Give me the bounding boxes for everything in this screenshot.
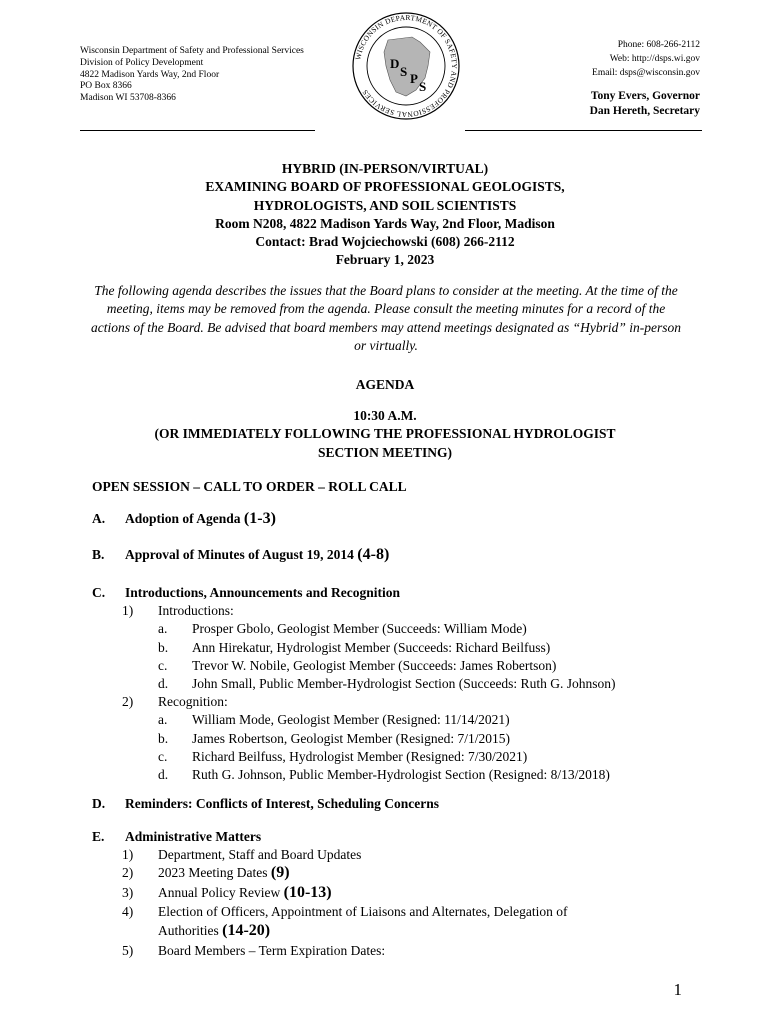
section-letter: C. [92,585,106,600]
item-number: 2) [122,694,134,710]
item-text: Board Members – Term Expiration Dates: [158,942,386,958]
item-number: 4) [122,904,134,920]
meeting-title [0,160,770,270]
seal-letter: S [419,79,427,94]
section-title: Introductions, Announcements and Recognition [125,585,401,600]
section-title: Reminders: Conflicts of Interest, Scheduling Concerns [125,796,439,811]
item-number: 2) [122,865,134,881]
department-address [80,46,304,105]
web-link[interactable]: Web: http://dsps.wi.gov [609,54,700,64]
sub-item-text: John Small, Public Member-Hydrologist Section (Succeeds: Ruth G. Johnson) [192,675,616,691]
title-line: HYDROLOGISTS, AND SOIL SCIENTISTS [253,197,517,213]
time-line: SECTION MEETING) [318,444,452,460]
sub-item-text: Prosper Gbolo, Geologist Member (Succeeds: William Mode) [192,621,527,637]
header-rule-right [465,130,702,131]
sub-item-text: Richard Beilfuss, Hydrologist Member (Resigned: 7/30/2021) [192,748,528,764]
open-session-heading: OPEN SESSION – CALL TO ORDER – ROLL CALL [92,479,407,494]
section-letter: A. [92,511,106,526]
section-letter: B. [92,547,105,562]
phone-text: Phone: 608-266-2112 [617,40,700,50]
item-number: 5) [122,942,134,958]
item-text: Annual Policy Review [158,885,281,901]
title-line: EXAMINING BOARD OF PROFESSIONAL GEOLOGISTS, [205,179,565,195]
sub-item-text: Ruth G. Johnson, Public Member-Hydrologist Section (Resigned: 8/13/2018) [192,766,610,782]
secretary-name: Dan Hereth, Secretary [589,105,700,117]
section-letter: E. [92,829,105,844]
address-line: 4822 Madison Yards Way, 2nd Floor [80,69,220,80]
address-line: Division of Policy Development [80,57,204,68]
seal-letter: D [390,56,400,71]
sub-item-letter: a. [158,712,168,728]
section-letter: D. [92,796,106,811]
address-line: Wisconsin Department of Safety and Professional Services [80,46,304,56]
sub-item-letter: c. [158,748,168,764]
header-rule-left [80,130,315,131]
page-number: 1 [673,980,682,999]
item-text: Election of Officers, Appointment of Liaisons and Alternates, Delegation of [158,904,568,920]
email-link[interactable]: Email: dsps@wisconsin.gov [592,68,700,78]
sub-item-text: James Robertson, Geologist Member (Resigned: 7/1/2015) [192,730,510,746]
item-text: Department, Staff and Board Updates [158,847,362,863]
section-title: Approval of Minutes of August 19, 2014 [125,547,354,562]
sub-item-text: Ann Hirekatur, Hydrologist Member (Succeeds: Richard Beilfuss) [192,639,551,655]
dsps-seal-logo [350,10,462,122]
item-number: 3) [122,885,134,901]
seal-letter: S [400,64,408,79]
item-text: Recognition: [158,694,228,710]
agenda-heading: AGENDA [355,377,415,392]
contact-info [592,38,700,80]
address-line: PO Box 8366 [80,81,132,92]
title-line: Room N208, 4822 Madison Yards Way, 2nd Floor, Madison [215,215,555,231]
sub-item-letter: d. [158,675,169,691]
time-line: 10:30 A.M. [353,408,417,423]
item-text: 2023 Meeting Dates [158,865,268,881]
address-line: Madison WI 53708-8366 [80,93,176,104]
item-number: 1) [122,847,134,863]
sub-item-letter: b. [158,730,169,746]
sub-item-text: Trevor W. Nobile, Geologist Member (Succeeds: James Robertson) [192,657,557,673]
meeting-time [0,407,770,462]
intro-paragraph: The following agenda describes the issues that the Board plans to consider at the meeting. At the time of the meeting, items may be removed from the agenda. Please consult the meeting minutes for a record of the actions of the Board. Be advised that board members may attend meetings designated as “Hybrid” in-person or virtually. [91,283,681,353]
officials [590,89,700,119]
sub-item-text: William Mode, Geologist Member (Resigned: 11/14/2021) [192,712,510,728]
item-text: Introductions: [158,603,234,619]
page-ref: (14-20) [222,921,271,939]
sub-item-letter: a. [158,621,168,637]
sub-item-letter: c. [158,657,168,673]
section-title: Administrative Matters [125,829,262,844]
seal-ring-text: WISCONSIN DEPARTMENT OF SAFETY AND PROFESSIONAL SERVICES [353,12,460,120]
title-line: Contact: Brad Wojciechowski (608) 266-2112 [255,234,515,250]
title-line: February 1, 2023 [335,252,435,268]
section-title: Adoption of Agenda [125,511,241,526]
seal-letter: P [410,71,418,86]
governor-name: Tony Evers, Governor [590,90,700,102]
sub-item-letter: b. [158,639,169,655]
page-ref: (9) [270,864,290,882]
page-ref: (1-3) [243,510,276,527]
item-number: 1) [122,603,134,619]
title-line: HYBRID (IN-PERSON/VIRTUAL) [281,161,489,176]
sub-item-letter: d. [158,766,169,782]
time-line: (OR IMMEDIATELY FOLLOWING THE PROFESSIONAL HYDROLOGIST [154,426,616,442]
item-text: Authorities [158,922,219,938]
page-ref: (10-13) [283,884,332,902]
page-ref: (4-8) [357,546,390,563]
